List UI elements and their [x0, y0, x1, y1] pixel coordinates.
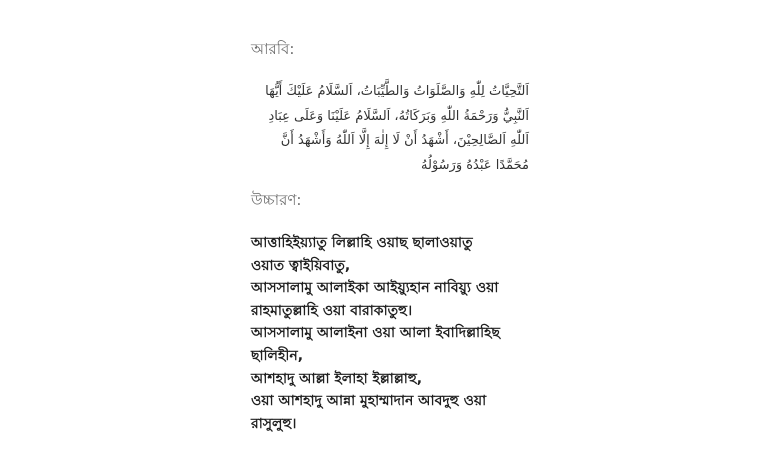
pronunciation-line: আশহাদু আল্লা ইলাহা ইল্লাল্লাহু, — [251, 370, 423, 387]
pronunciation-text — [251, 232, 529, 435]
pronunciation-line: আসসালামু আলাইকা আইয়্যুহান নাবিয়্যু ওয়া — [251, 280, 499, 297]
pronunciation-line: আত্তাহিইয়্যাতু লিল্লাহি ওয়াছ ছালাওয়াতু — [251, 235, 473, 251]
pronunciation-line: রাসুলুহু। — [251, 415, 297, 432]
pronunciation-line: ওয়াত ত্বাইয়িবাতু, — [251, 257, 351, 274]
pronunciation-line: রাহমাতুল্লাহি ওয়া বারাকাতুহু। — [251, 302, 413, 319]
arabic-line: مُحَمَّدًا عَبْدُهُ وَرَسُوْلُهُ — [421, 157, 529, 173]
pronunciation-line: ওয়া আশহাদু আন্না মুহাম্মাদান আবদুহু ওয়া — [251, 393, 487, 410]
arabic-line: اَللّٰهِ اَلصَّالِحِيْنَ، أَشْهَدُ أَنْ لَا إِلٰهَ إِلَّا اَللّٰهُ وَأَشْهَدُ أَنَّ — [280, 133, 529, 148]
arabic-text — [251, 80, 529, 178]
pronunciation-heading: উচ্চারণ: — [251, 191, 302, 209]
arabic-heading: আরবি: — [251, 40, 295, 58]
arabic-line: اَلتَّحِيَّاتُ لِلّٰهِ وَالصَّلَوَاتُ وَالطَّيِّبَاتُ، اَلسَّلَامُ عَلَيْكَ أَيُّهَا — [265, 84, 529, 99]
pronunciation-line: ছালিহীন, — [251, 347, 304, 364]
pronunciation-line: আসসালামু আলাইনা ওয়া আলা ইবাদিল্লাহিছ — [251, 325, 500, 342]
arabic-line: اَلنَّبِيُّ وَرَحْمَةُ اللّٰهِ وَبَرَكَاتُهُ، اَلسَّلَامُ عَلَيْنَا وَعَلَى عِبَادِ — [268, 108, 529, 124]
